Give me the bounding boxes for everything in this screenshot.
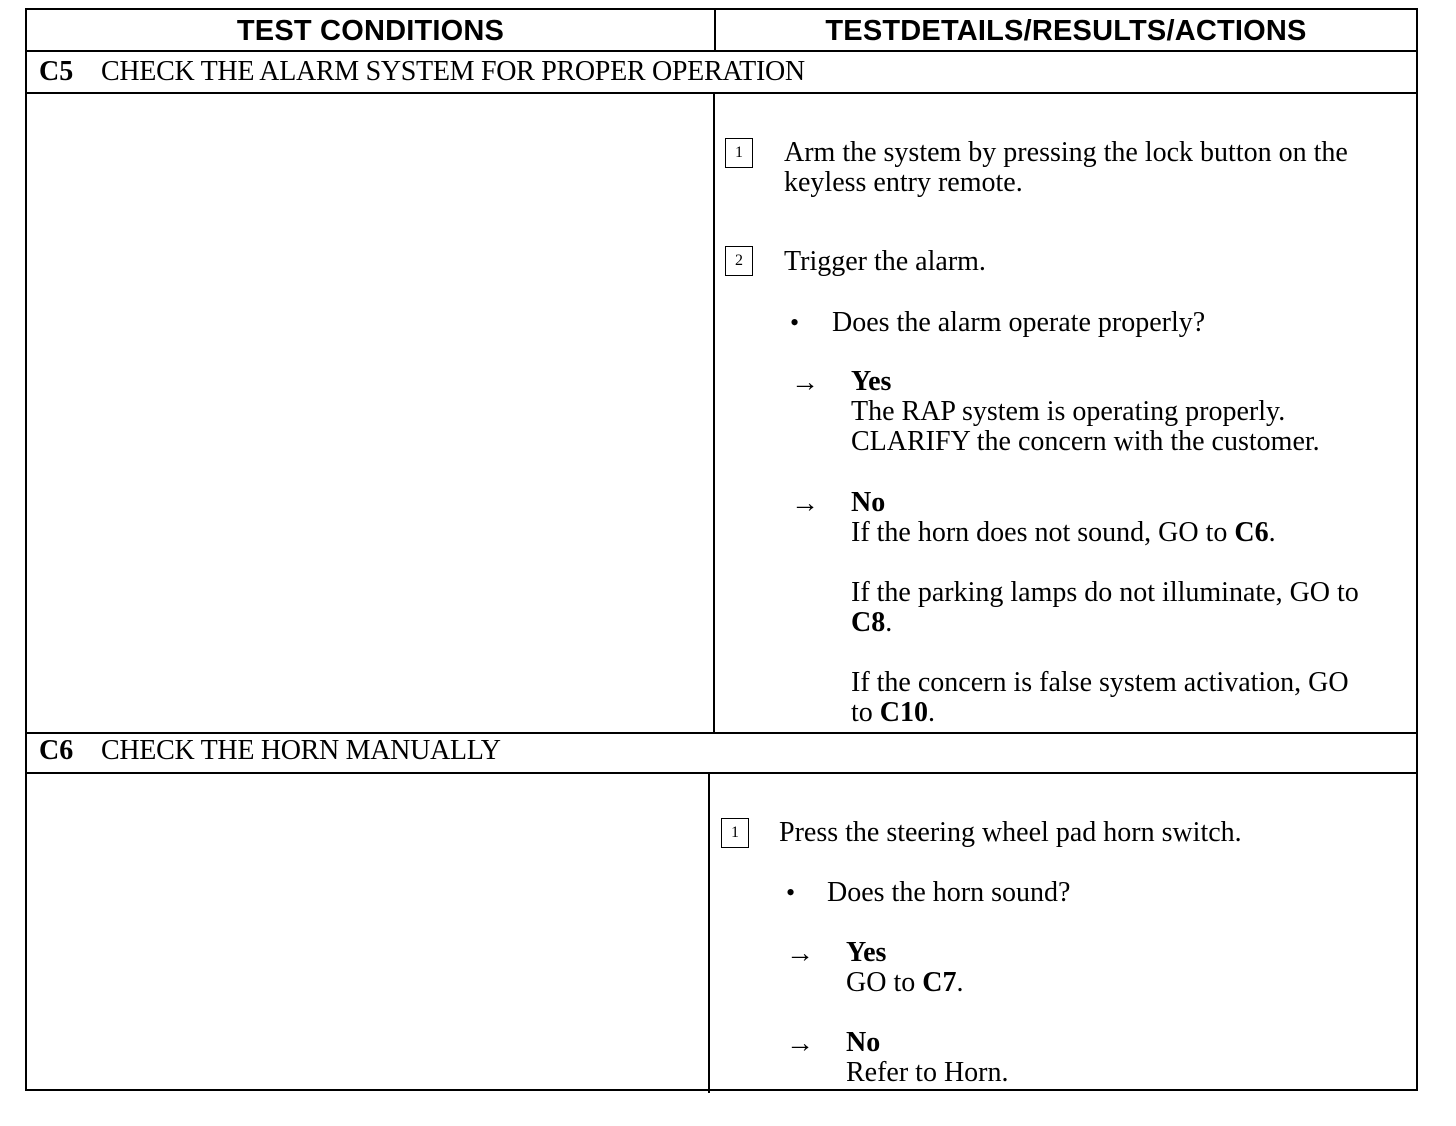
section-c6-title: CHECK THE HORN MANUALLY xyxy=(101,735,501,766)
header-divider xyxy=(714,10,716,52)
c6-no-block: No Refer to Horn. xyxy=(846,1027,1009,1088)
c6-yes-arrow: → xyxy=(786,938,814,969)
c6-yes-block: Yes GO to C7. xyxy=(846,937,964,998)
c5-step-1-text: Arm the system by pressing the lock button on the keyless entry remote. xyxy=(784,137,1348,198)
header-bottom-rule xyxy=(27,50,1416,52)
section-c6-title-row xyxy=(39,735,501,767)
c6-question: Does the horn sound? xyxy=(827,877,1071,908)
c6-step-1-box: 1 xyxy=(721,818,749,848)
c5-title-rule xyxy=(27,92,1416,94)
c5-yes-label: Yes xyxy=(851,366,892,397)
c5-step-2-text: Trigger the alarm. xyxy=(784,246,986,277)
header-test-details: TESTDETAILS/RESULTS/ACTIONS xyxy=(825,14,1307,47)
c6-title-rule xyxy=(27,772,1416,774)
c5-no-label: No xyxy=(851,487,886,518)
c6-step-1-text: Press the steering wheel pad horn switch. xyxy=(779,817,1242,848)
c6-question-bullet: • xyxy=(786,878,796,907)
section-c5-title-row xyxy=(39,56,805,88)
c6-yes-label: Yes xyxy=(846,937,887,968)
c5-column-divider xyxy=(713,92,715,734)
section-c5-code: C5 xyxy=(39,56,74,87)
c5-step-2-box: 2 xyxy=(725,246,753,276)
section-c5-title: CHECK THE ALARM SYSTEM FOR PROPER OPERATION xyxy=(101,56,805,87)
c6-column-divider xyxy=(708,772,710,1093)
c5-question-bullet: • xyxy=(790,308,800,337)
c5-yes-arrow: → xyxy=(791,367,819,398)
c5-no-block: No If the horn does not sound, GO to C6. If the parking lamps do not illuminate, GO to C8. If the concern is false system activation, GO to C10. xyxy=(851,487,1359,728)
diagnostic-table xyxy=(25,8,1418,1091)
section-c6-code: C6 xyxy=(39,735,74,766)
c5-step-1-box: 1 xyxy=(725,138,753,168)
header-test-conditions: TEST CONDITIONS xyxy=(236,14,505,47)
c6-no-label: No xyxy=(846,1027,881,1058)
c6-no-arrow: → xyxy=(786,1028,814,1059)
c5-question: Does the alarm operate properly? xyxy=(832,307,1206,338)
c5-no-arrow: → xyxy=(791,488,819,519)
c5-bottom-rule xyxy=(27,732,1416,734)
c5-yes-block: Yes The RAP system is operating properly. CLARIFY the concern with the customer. xyxy=(851,366,1320,457)
